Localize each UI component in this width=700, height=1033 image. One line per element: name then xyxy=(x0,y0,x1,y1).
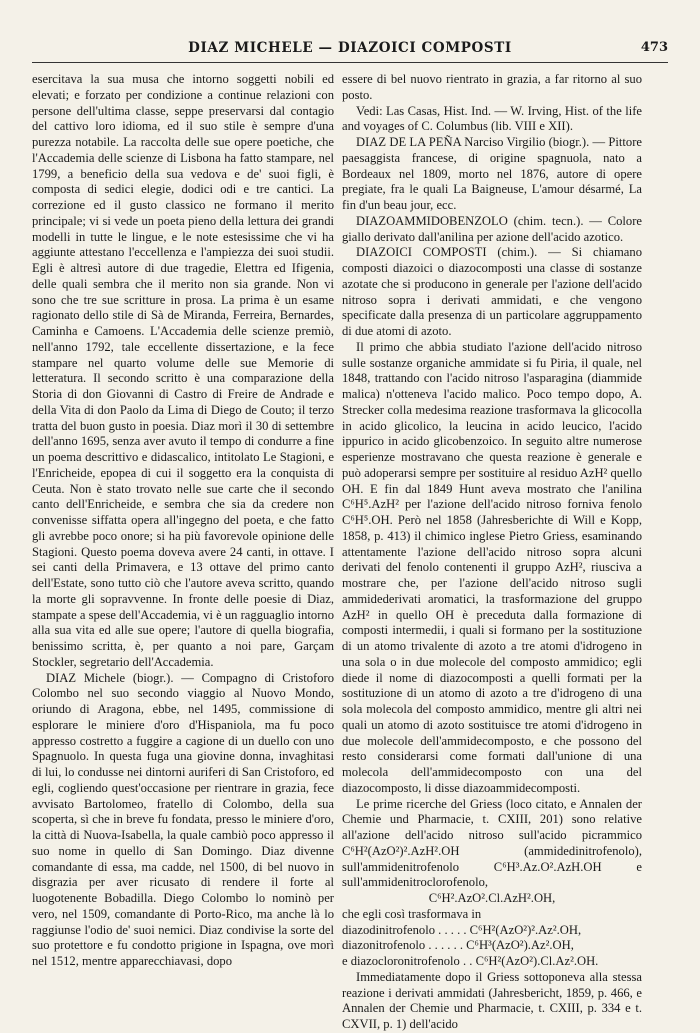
paragraph-derivatives: Immediatamente dopo il Griess sottoponeva alla stessa reazione i derivati ammidati (Jahresbericht, 1859, p. 466, e Annalen der Chemie und Pharmacie, t. CXIII, p. 334 e t. CXVII, p. 1) dell'acido xyxy=(342,969,642,1031)
entry-diaz-de-la-pena: DIAZ DE LA PEÑA Narciso Virgilio (biogr.). — Pittore paesaggista francese, di origine spagnuola, nato a Bordeaux nel 1809, morto nel 1876, autore di opere pregiate, fra le quali La Baigneuse, L'amour désarmé, La fin d'un beau jour, ecc. xyxy=(342,135,642,212)
paragraph-history: Il primo che abbia studiato l'azione dell'acido nitroso sulle sostanze organiche ammidate si fu Piria, il quale, nel 1848, trattando con l'acido nitroso l'asparagina (diammide malica) n'otteneva l'acido malico. Poco tempo dopo, A. Strecker colla medesima reazione trasformava la glicocolla in acido glicolico, la leucina in acido leucico, l'acido ippurico in acido glicobenzoico. In seguito altre numerose esperienze mostravano che questa reazione è generale e può adoperarsi sempre per sostituire al residuo AzH² quello OH. E fin dal 1849 Hunt aveva mostrato che l'anilina C⁶H⁵.AzH² per l'azione dell'acido nitroso forniva fenolo C⁶H⁵.OH. Però nel 1858 (Jahresberichte di Will e Kopp, 1858, p. 413) il chimico inglese Pietro Griess, esaminando attentamente l'azione dell'acido nitroso sopra alcuni derivati del fenolo contenenti il gruppo AzH², riusciva a mostrare che, per l'azione dell'acido nitroso sugli ammidederivati aromatici, la trasformazione del gruppo AzH² in quello OH è preceduta dalla formazione di composti intermedii, i quali si formano per la sostituzione di un atomo trivalente di azoto a tre atomi d'idrogeno in una sola o in due molecole del composto ammidico; egli diede il nome di diazocomposti a quelli formati per la sostituzione di un atomo di azoto a tre d'idrogeno di una sola molecola del composto ammidico, mentre gli altri nei quali un atomo di azoto sostituisce tre atomi d'idrogeno in due molecole dell'ammidecomposto, e che possono del resto considerarsi come formati dall'unione di una molecola dell'ammidecomposto con una del diazocomposto, li disse diazoammidecomposti. xyxy=(342,339,642,795)
paragraph-griess-research: Le prime ricerche del Griess (loco citato, e Annalen der Chemie und Pharmacie, t. CXIII, 201) sono relative all'azione dell'acido nitroso sull'acido picrammico C⁶H²(AzO²)².AzH².OH (ammidedinitrofenolo), sull'ammidenitrofenolo C⁶H³.Az.O².AzH.OH e sull'ammidenitroclorofenolo, xyxy=(342,796,642,890)
entry-diazoammidobenzolo: DIAZOAMMIDOBENZOLO (chim. tecn.). — Colore giallo derivato dall'anilina per azione dell'acido azotico. xyxy=(342,213,642,244)
left-column xyxy=(32,72,334,1017)
transition-line: che egli così trasformava in xyxy=(342,906,482,921)
entry-diaz-michele: DIAZ Michele (biogr.). — Compagno di Cristoforo Colombo nel suo secondo viaggio al Nuovo Mondo, oriundo di Aragona, ebbe, nel 1495, commissione di esplorare le miniere d'oro d'Hispaniola, ma fu poco appresso costretto a fuggire a cagione di un duello con uno Spagnuolo. In questa fuga una giovine donna, invaghitasi di lui, lo condusse nei dintorni auriferi di San Cristoforo, ed egli, cogliendo quest'occasione per rientrare in grazia, fece avvisato Bartolomeo, fratello di Colombo, della sua scoperta, sì che in breve fu fondata, presso le miniere d'oro, la città di Nuova-Isabella, la quale cambiò poco appresso il suo nome in quello di San Domingo. Diaz divenne comandante di essa, ma cadde, nel 1500, di bel nuovo in disgrazia per aver ricusato di rendere il forte al luogotenente Bobadilla. Diego Colombo lo nominò per vero, nel 1509, comandante di Porto-Rico, ma anche là lo raggiunse l'odio de' suoi nemici. Diaz condivise la sorte del suo protettore e fu condotto prigione in Ispagna, ove morì nel 1512, mentre apparecchiavasi, dopo xyxy=(32,670,334,968)
references-paragraph: Vedi: Las Casas, Hist. Ind. — W. Irving, Hist. of the life and voyages of C. Columbus (lib. VIII e XII). xyxy=(342,103,642,134)
compound-line: e diazocloronitrofenolo . . C⁶H²(AzO²).Cl.Az².OH. xyxy=(342,954,599,968)
page-header xyxy=(32,36,668,63)
compound-line: diazonitrofenolo . . . . . . C⁶H³(AzO²).Az².OH, xyxy=(342,938,574,953)
page-number: 473 xyxy=(640,40,668,55)
compound-line: diazodinitrofenolo . . . . . C⁶H²(AzO²)².Az².OH, xyxy=(342,922,582,937)
running-title: DIAZ MICHELE — DIAZOICI COMPOSTI xyxy=(188,40,512,56)
formula-line: C⁶H².AzO².Cl.AzH².OH, xyxy=(428,891,556,905)
entry-diazoici-composti: DIAZOICI COMPOSTI (chim.). — Si chiamano composti diazoici o diazocomposti una classe di sostanze azotate che si producono in generale per l'azione dell'acido nitroso sopra i derivati ammidati, e che vengono specificate dalla presenza di un particolare aggruppamento di due atomi di azoto. xyxy=(342,245,642,338)
paragraph-diaz-antonio-end: esercitava la sua musa che intorno soggetti nobili ed elevati; e forzato per condizione a continue relazioni con persone dell'ultima classe, seppe preservarsi dal contagio del cattivo loro idioma, ed il suo stile è sempre d'una purezza notabile. La raccolta delle sue opere poetiche, che l'Accademia delle scienze di Lisbona ha fatto stampare, nel 1799, a beneficio della sua vedova e de' suoi figli, è composta di sedici elegie, dodici odi e tre cantici. La correzione ed il gusto classico ne formano il merito principale; vi si vede un poeta pieno della lettura dei grandi modelli in tutte le lingue, e le note estesissime che vi ha aggiunte attestano l'eccellenza e l'ampiezza dei suoi studii. Egli è altresì autore di due tragedie, Elettra ed Ifigenia, delle quali sembra che il merito non sia grande. Non vi sono che tre sue scritture in prosa. La prima è un esame ragionato dello stile di Sà de Miranda, Ferreira, Bernardes, Caminha e Camoens. L'Accademia delle scienze premiò, nell'anno 1792, tale eccellente dissertazione, e la fece stampare nel quarto volume delle sue Memorie di letteratura. Il secondo scritto è una comparazione della Storia di don Giovanni di Castro di Freire de Andrade e della Vita di don Paolo da Lima di Diego de Couto; il terzo tratta del buon gusto in poesia. Diaz morì il 30 di settembre dell'anno 1695, senza aver avuto il tempo di condurre a fine un poema descrittivo e didascalico, intitolato Le Stagioni, e l'Enricheide, epopea di cui il soggetto era la conquista di Ceuta. Non è stato trovato nelle sue carte che il secondo canto dell'Enricheide, e sembra che sia da credere non convenisse siffatta opera all'ingegno del poeta, e che fatto gli avrebbe poco onore; si ha più favorevole opinione delle Stagioni. Questo poema doveva avere 24 canti, in ottave. I sei canti della Primavera, e 13 ottave del primo canto dell'Estate, sono tutto ciò che l'autore aveva scritto, quando la morte gli sopravvenne. In fronte delle poesie di Diaz, stampate a spese dell'Accademia, vi è un ragguaglio intorno alla sua vita ed alle sue opere; l'autore di quella biografia, benissimo scritta, è, per quanto a noi pare, Garçam Stockler, segretario dell'Accademia. xyxy=(32,72,334,669)
right-column xyxy=(342,72,642,1031)
paragraph-diaz-michele-end: essere di bel nuovo rientrato in grazia, a far ritorno al suo posto. xyxy=(342,72,642,102)
